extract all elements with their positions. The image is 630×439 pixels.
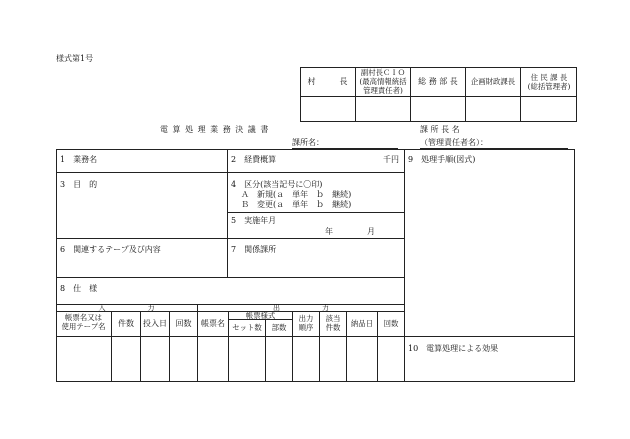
field-budget-unit: 千円 [383,155,399,164]
field-category-change: Ｂ 変更(ａ 単年 ｂ 継続) [241,200,352,209]
spec-output-col-times: 回数 [383,319,399,328]
spec-input-col-date: 投入日 [143,319,167,328]
approval-header-mayor: 村 長 [307,76,348,86]
spec-output-col-count: 該当 件数 [325,314,341,332]
spec-output-col-copies: 部数 [271,323,287,332]
field-category-new: Ａ 新規(ａ 単年 ｂ 継続) [241,190,352,199]
spec-input-header: 入 力 [98,304,155,312]
chief-sub-label: （管理責任者名）： [420,138,488,147]
field-tape: 6 関連するテープ及び内容 [60,245,161,254]
approval-header-general-affairs: 総 務 部 長 [418,76,458,86]
field-spec: 8 仕 様 [60,284,98,293]
approval-header-deputy-mayor: 副村長ＣＩＯ (最高情報統括 管理責任者) [359,68,407,95]
approval-header-planning-finance: 企画財政課長 [470,77,516,86]
chief-label: 課 所 長 名 [420,125,460,134]
field-effect: 10 電算処理による効果 [408,344,499,353]
field-month: 月 [367,227,375,236]
spec-output-col-sets: セット数 [232,323,262,332]
spec-output-col-form-name: 帳票名 [201,319,225,328]
field-year: 年 [325,227,333,236]
spec-output-header: 出 力 [273,304,329,312]
field-procedure: 9 処理手順(図式) [408,155,476,164]
field-purpose: 3 目 的 [60,180,98,189]
spec-output-col-order: 出力 順序 [298,314,314,332]
field-start-date: 5 実施年月 [231,216,277,225]
page-title: 電 算 処 理 業 務 決 議 書 [160,125,270,134]
spec-input-col-times: 回数 [175,319,192,328]
field-task-name: 1 業務名 [60,155,98,164]
form-number: 様式第1号 [56,54,94,63]
spec-input-col-count: 件数 [118,319,134,328]
department-label: 課所名： [292,138,324,147]
field-budget: 2 経費概算 [231,155,277,164]
spec-output-col-delivery: 納品日 [350,319,374,328]
approval-header-residents: 住 民 課 長 (総括管理者) [527,72,571,91]
spec-output-col-format: 帳票様式 [245,311,276,320]
spec-input-col-name: 帳票名又は 使用テープ名 [61,313,106,331]
field-category: 4 区分(該当記号に〇印) [231,180,323,189]
field-related: 7 関係課所 [231,245,277,254]
